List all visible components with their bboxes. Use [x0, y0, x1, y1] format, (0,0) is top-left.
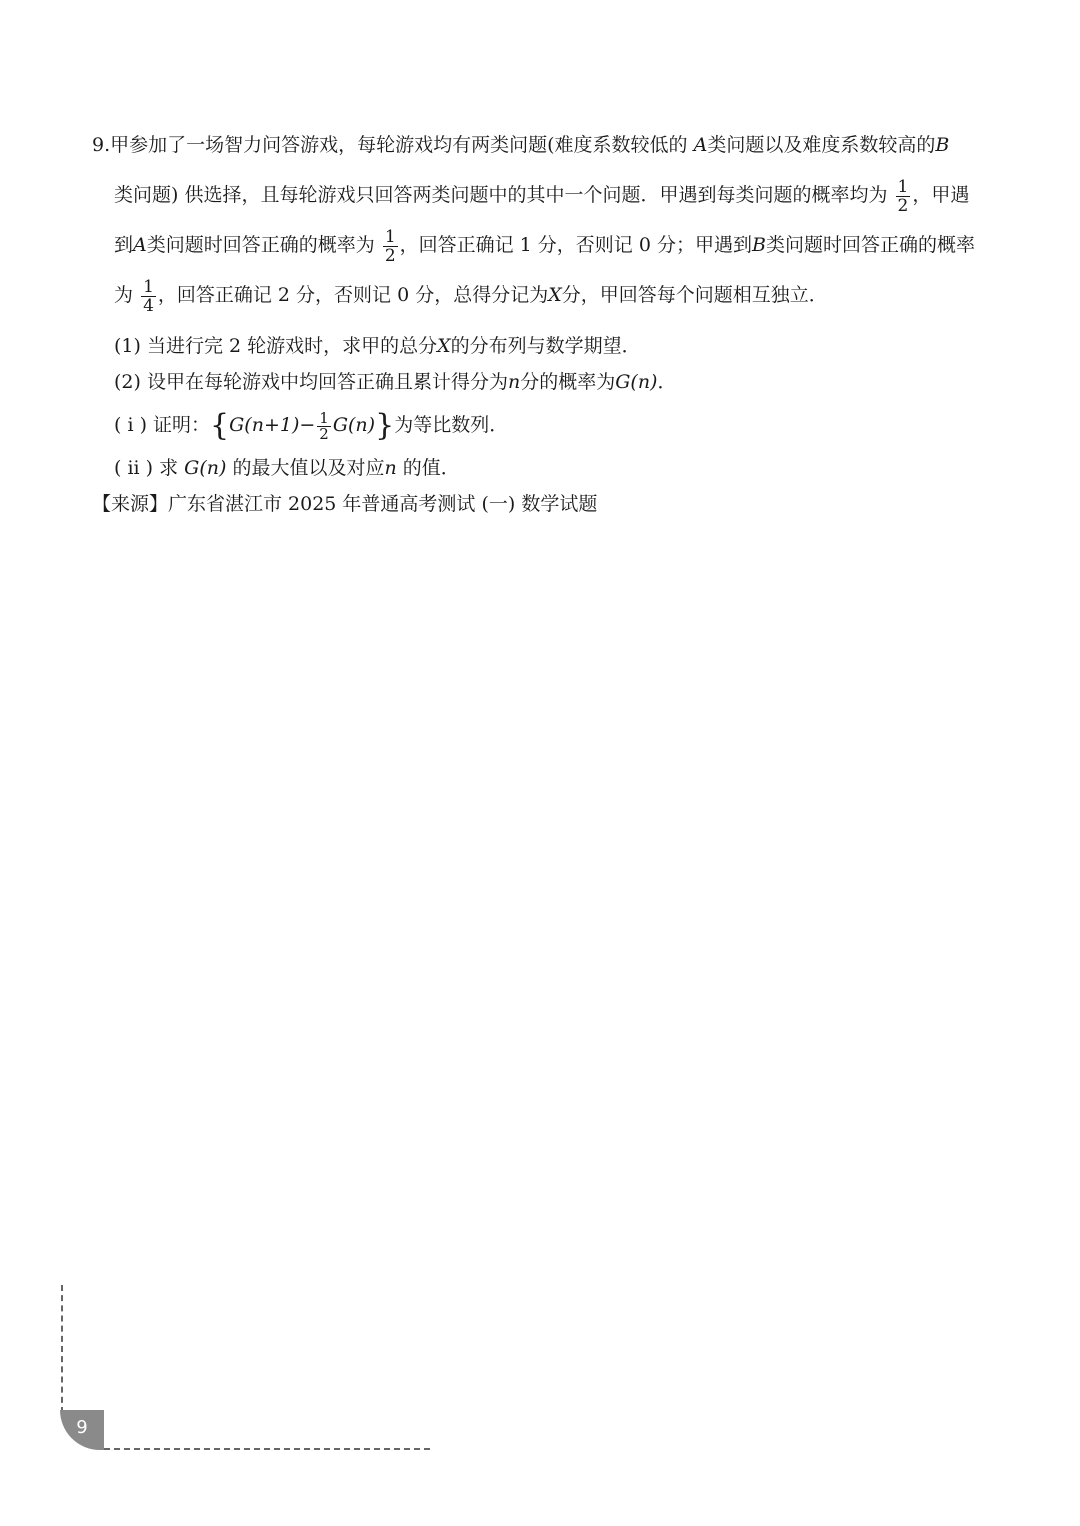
part-1: (1) 当进行完 2 轮游戏时，求甲的总分X的分布列与数学期望． [114, 335, 641, 357]
part-2-ii: ( ii ) 求 G(n) 的最大值以及对应n 的值． [114, 457, 460, 479]
part-2-i: ( i ) 证明：{G(n+1)− $\frac{1}{2}$ G(n)}为等比数列． [114, 408, 509, 443]
fraction-one-half: $\frac{1}{2}$ [897, 176, 909, 216]
fraction-one-half: $\frac{1}{2}$ [384, 226, 396, 266]
left-brace-icon: { [210, 408, 230, 443]
footer-vertical-dashed-line [61, 1285, 63, 1413]
source-line: 【来源】广东省湛江市 2025 年普通高考测试 (一) 数学试题 [92, 493, 598, 515]
page-number-tab [60, 1410, 104, 1450]
page-number: 9 [76, 1417, 88, 1438]
footer-horizontal-dashed-line [104, 1448, 430, 1450]
fraction-one-half: $\frac{1}{2}$ [319, 408, 329, 443]
problem-line-3: 到A类问题时回答正确的概率为 $\frac{1}{2}$ ，回答正确记 1 分，否则记 0 分；甲遇到B类问题时回答正确的概率 [114, 226, 975, 266]
right-brace-icon: } [375, 408, 395, 443]
problem-number: 9. [92, 134, 111, 156]
fraction-one-quarter: $\frac{1}{4}$ [143, 276, 154, 316]
part-2: (2) 设甲在每轮游戏中均回答正确且累计得分为n分的概率为G(n)． [114, 371, 677, 393]
problem-content [92, 120, 1012, 522]
problem-line-4: 为 $\frac{1}{4}$ ，回答正确记 2 分，否则记 0 分，总得分记为X分，甲回答每个问题相互独立． [114, 276, 828, 316]
problem-line-1: 9.甲参加了一场智力问答游戏，每轮游戏均有两类问题(难度系数较低的 A类问题以及难度系数较高的B [92, 134, 950, 156]
problem-line-2: 类问题) 供选择，且每轮游戏只回答两类问题中的其中一个问题．甲遇到每类问题的概率均为 $\frac{1}{2}$ ，甲遇 [114, 176, 970, 216]
